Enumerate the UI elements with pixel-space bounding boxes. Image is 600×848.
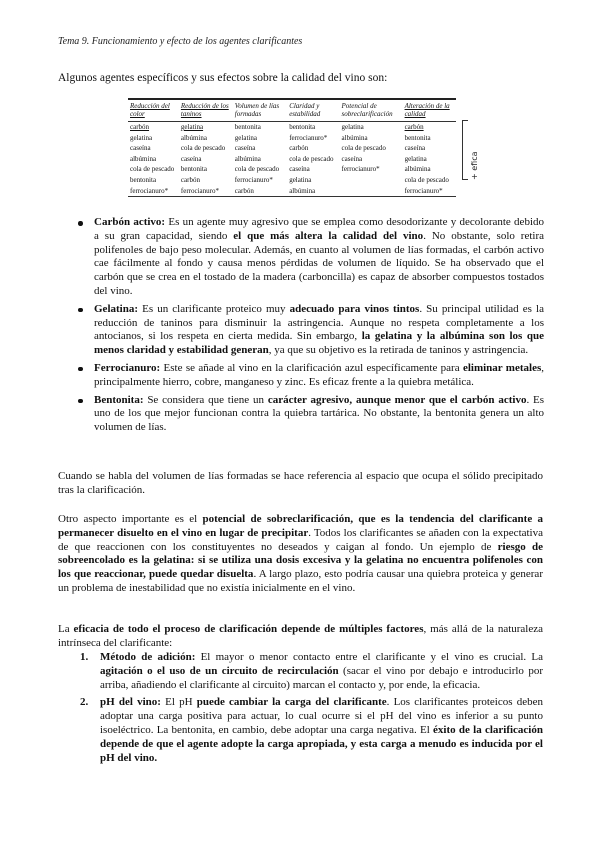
table-cell: caseína [289, 165, 310, 174]
paragraph-volumen-lias: Cuando se habla del volumen de lías formadas se hace referencia al espacio que ocupa el sólido precipitado tras la clarificación. [58, 470, 543, 496]
table-cell: carbón [234, 186, 254, 195]
table-cell: albúmina [180, 133, 207, 142]
table-row [128, 122, 456, 133]
table-cell: albúmina [289, 186, 316, 195]
table-cell: cola de pescado [289, 154, 334, 163]
agents-table [128, 98, 456, 197]
table-cell: caseína [234, 144, 256, 153]
col-reduccion-taninos: Reducción de los taninos [179, 99, 233, 122]
table-cell [340, 175, 403, 186]
table-cell: cola de pescado [180, 144, 226, 153]
table-cell: ferrocianuro* [130, 186, 169, 195]
table-cell: cola de pescado [234, 165, 280, 174]
table-cell: cola de pescado [130, 165, 175, 174]
table-cell: albúmina [130, 154, 157, 163]
factors-list [76, 651, 543, 769]
table-row [128, 133, 456, 144]
table-cell: gelatina [130, 133, 153, 142]
list-item-carbon: Carbón activo: Es un agente muy agresivo que se emplea como desodorizante y decolorante debido a su gran capacidad, siendo el que más altera la calidad del vino. No obstante, solo retira polifenoles de bajo peso molecular. Además, en cuanto al volumen de lías formadas, el carbón activo cae fácilmente al fondo y causa menos pérdidas de volumen de líquido. Se ha observado que el carbón que se crea en el tostado de la madera (carboncilla) es capaz de absorber compuestos tostados del vino. [76, 216, 544, 299]
handwritten-annotation [462, 118, 484, 182]
table-cell: ferrocianuro* [341, 165, 380, 174]
table-cell: carbón [289, 144, 309, 153]
table-cell: gelatina [180, 123, 204, 131]
agents-list [76, 216, 544, 439]
table-cell: cola de pescado [341, 144, 386, 153]
table-cell: bentonita [289, 123, 316, 131]
table-cell: bentonita [404, 133, 431, 142]
table-cell: gelatina [234, 133, 257, 142]
paragraph-sobreclarificacion: Otro aspecto importante es el potencial de sobreclarificación, que es la tendencia del clarificante a permanecer disuelto en el vino en lugar de precipitar. Todos los clarificantes se añaden con la expectativa de que reaccionen con los constituyentes no deseados y caigan al fondo. Un ejemplo de riesgo de sobreencolado es la gelatina: si se utiliza una dosis excesiva y la gelatina no encuentra polifenoles con los que reaccionar, puede quedar disuelta. A largo plazo, esto podría causar una quiebra proteica y generar un problema de inestabilidad que no existía inicialmente en el vino. [58, 513, 544, 594]
table-cell: albúmina [341, 133, 368, 142]
table-header-row [128, 99, 456, 122]
table-cell: bentonita [130, 175, 157, 184]
table-cell: albúmina [404, 165, 431, 174]
table-cell: carbón [404, 123, 424, 131]
annotation-text: + efica [470, 151, 479, 180]
col-alteracion: Alteración de la calidad [403, 99, 456, 122]
col-claridad: Claridad y estabilidad [287, 99, 339, 122]
list-item-ferrocianuro: Ferrocianuro: Este se añade al vino en la clarificación azul específicamente para eliminar metales, principalmente hierro, cobre, manganeso y zinc. Es eficaz frente a la quiebra metálica. [76, 362, 544, 390]
table-cell: ferrocianuro* [404, 186, 443, 195]
bracket-mark [462, 120, 468, 180]
table-cell: albúmina [234, 154, 261, 163]
table-cell: bentonita [234, 123, 261, 131]
table-cell: gelatina [341, 123, 364, 131]
table-row [128, 175, 456, 186]
table-cell: ferrocianuro* [234, 175, 273, 184]
table-cell [340, 186, 403, 197]
table-cell: caseína [130, 144, 151, 153]
table-row [128, 154, 456, 165]
table-cell: caseína [180, 154, 202, 163]
table-cell: gelatina [404, 154, 427, 163]
table-cell: cola de pescado [404, 175, 449, 184]
table-cell: bentonita [180, 165, 207, 174]
paragraph-eficacia: La eficacia de todo el proceso de clarificación depende de múltiples factores, más allá de la naturaleza intrínseca del clarificante: [58, 623, 544, 649]
table-cell: carbón [130, 123, 150, 131]
col-reduccion-color: Reducción del color [128, 99, 179, 122]
table-row [128, 164, 456, 175]
intro-text: Algunos agentes específicos y sus efectos sobre la calidad del vino son: [58, 72, 388, 84]
table-cell: ferrocianuro* [180, 186, 219, 195]
table-cell: gelatina [289, 175, 312, 184]
list-item-bentonita: Bentonita: Se considera que tiene un carácter agresivo, aunque menor que el carbón activo. Es uno de los que mejor funcionan contra la quiebra tartárica. No obstante, la bentonita genera un alto volumen de lías. [76, 394, 544, 435]
page-header: Tema 9. Funcionamiento y efecto de los agentes clarificantes [58, 36, 303, 47]
table-cell: caseína [341, 154, 363, 163]
table-row [128, 186, 456, 197]
list-item-ph-vino: 2. pH del vino: El pH puede cambiar la carga del clarificante. Los clarificantes proteicos deben adoptar una carga positiva para actuar, lo cual ocurre si el pH del vino es inferior a su punto isoeléctrico. La bentonita, en cambio, debe adoptar una carga negativa. El éxito de la clarificación depende de que el agente adopte la carga apropiada, y esta carga a menudo es inducida por el pH del vino. [80, 696, 543, 764]
table-row [128, 143, 456, 154]
col-volumen-lias: Volumen de lías formadas [233, 99, 287, 122]
col-potencial: Potencial de sobreclarificación [340, 99, 403, 122]
table-cell: ferrocianuro* [289, 133, 328, 142]
list-item-gelatina: Gelatina: Es un clarificante proteico muy adecuado para vinos tintos. Su principal utilidad es la reducción de taninos para disminuir la astringencia. Aunque no respeta completamente a los antocianos, si los respeta en cierta medida. Sin embargo, la gelatina y la albúmina son los que menos claridad y estabilidad generan, ya que su objetivo es la retirada de taninos y astringencia. [76, 303, 544, 358]
table-cell: carbón [180, 175, 200, 184]
table-cell: caseína [404, 144, 426, 153]
list-item-metodo-adicion: 1. Método de adición: El mayor o menor contacto entre el clarificante y el vino es crucial. La agitación o el uso de un circuito de recirculación (sacar el vino por debajo e introducirlo por arriba, añadiendo el clarificante al circuito) marcan el contacto y, por ende, la eficacia. [80, 651, 543, 691]
